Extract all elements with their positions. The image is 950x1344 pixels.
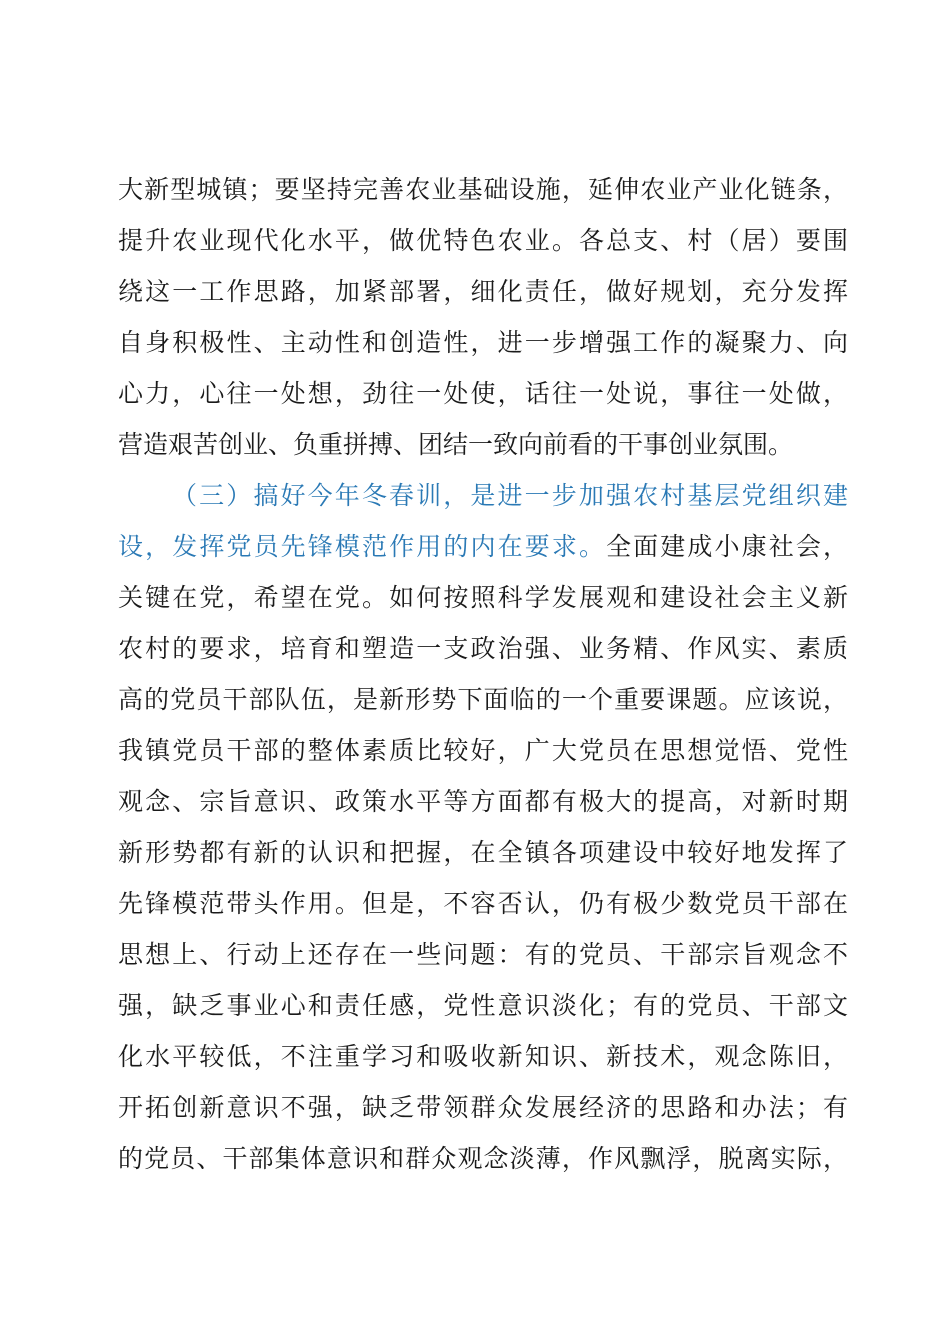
paragraph-line: 关键在党，希望在党。如何按照科学发展观和建设社会主义新 (118, 583, 848, 612)
paragraph-1 (118, 164, 848, 470)
paragraph-line: 化水平较低，不注重学习和吸收新知识、新技术，观念陈旧， (118, 1042, 848, 1071)
paragraph-line: 农村的要求，培育和塑造一支政治强、业务精、作风实、素质 (118, 634, 848, 663)
paragraph-line: 我镇党员干部的整体素质比较好，广大党员在思想觉悟、党性 (118, 736, 848, 765)
paragraph-line (118, 521, 848, 572)
paragraph-line: 大新型城镇；要坚持完善农业基础设施，延伸农业产业化链条， (118, 175, 848, 204)
paragraph-line: 的党员、干部集体意识和群众观念淡薄，作风飘浮，脱离实际， (118, 1144, 848, 1173)
paragraph-line: 绕这一工作思路，加紧部署，细化责任，做好规划，充分发挥 (118, 277, 848, 306)
paragraph-line: 心力，心往一处想，劲往一处使，话往一处说，事往一处做， (118, 379, 848, 408)
paragraph-line: 自身积极性、主动性和创造性，进一步增强工作的凝聚力、向 (118, 328, 848, 357)
paragraph-text: 全面建成小康社会， (606, 532, 848, 561)
paragraph-line: 提升农业现代化水平，做优特色农业。各总支、村（居）要围 (118, 226, 848, 255)
section-heading-line: （三）搞好今年冬春训，是进一步加强农村基层党组织建 (172, 481, 848, 510)
paragraph-2 (118, 470, 848, 1184)
paragraph-line: 先锋模范带头作用。但是，不容否认，仍有极少数党员干部在 (118, 889, 848, 918)
paragraph-line: 观念、宗旨意识、政策水平等方面都有极大的提高，对新时期 (118, 787, 848, 816)
paragraph-line: 营造艰苦创业、负重拼搏、团结一致向前看的干事创业氛围。 (118, 430, 794, 459)
document-body (118, 164, 848, 1184)
section-heading-end: 设，发挥党员先锋模范作用的内在要求。 (118, 532, 607, 561)
paragraph-line: 开拓创新意识不强，缺乏带领群众发展经济的思路和办法；有 (118, 1093, 848, 1122)
paragraph-line: 高的党员干部队伍，是新形势下面临的一个重要课题。应该说， (118, 685, 848, 714)
paragraph-line: 强，缺乏事业心和责任感，党性意识淡化；有的党员、干部文 (118, 991, 848, 1020)
paragraph-line: 新形势都有新的认识和把握，在全镇各项建设中较好地发挥了 (118, 838, 848, 867)
paragraph-line: 思想上、行动上还存在一些问题：有的党员、干部宗旨观念不 (118, 940, 848, 969)
